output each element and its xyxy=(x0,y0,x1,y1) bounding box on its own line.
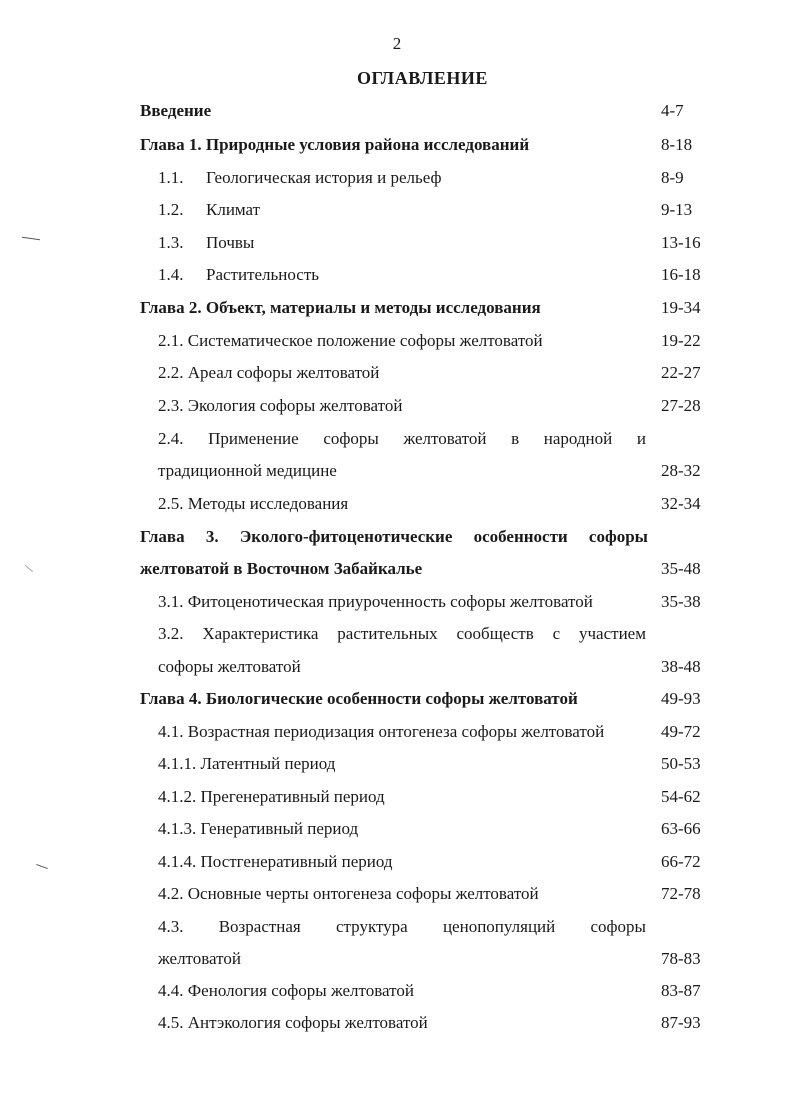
word: желтоватой xyxy=(403,429,487,448)
entry-text: 2.2. Ареал софоры желтоватой xyxy=(158,363,380,382)
entry-text: 4.2. Основные черты онтогенеза софоры желтоватой xyxy=(158,884,539,903)
entry-pages: 16-18 xyxy=(661,265,701,284)
entry-text: 3.1. Фитоценотическая приуроченность софоры желтоватой xyxy=(158,592,593,611)
scan-mark xyxy=(22,237,40,240)
entry-pages: 19-22 xyxy=(661,331,701,350)
entry-text: софоры желтоватой xyxy=(158,657,301,676)
justified-line xyxy=(158,428,646,450)
entry-number: 1.3. xyxy=(158,233,184,252)
word: софоры xyxy=(588,527,648,546)
entry-number: 1.2. xyxy=(158,200,184,219)
word: 2.4. xyxy=(158,429,184,448)
word: сообществ xyxy=(456,624,534,643)
entry-text: Введение xyxy=(140,101,212,120)
word: 3.2. xyxy=(158,624,184,643)
word: и xyxy=(636,429,646,448)
entry-text: 2.3. Экология софоры желтоватой xyxy=(158,396,403,415)
entry-pages: 83-87 xyxy=(661,981,701,1000)
entry-pages: 66-72 xyxy=(661,852,701,871)
word: в xyxy=(511,429,520,448)
entry-text: 4.5. Антэкология софоры желтоватой xyxy=(158,1013,428,1032)
page-number: 2 xyxy=(392,34,402,53)
entry-pages: 35-38 xyxy=(661,592,701,611)
entry-pages: 28-32 xyxy=(661,461,701,480)
entry-pages: 8-9 xyxy=(661,168,684,187)
entry-text: Почвы xyxy=(206,233,255,252)
entry-pages: 50-53 xyxy=(661,754,701,773)
entry-pages: 9-13 xyxy=(661,200,693,219)
word: софоры xyxy=(590,917,646,936)
entry-pages: 49-72 xyxy=(661,722,701,741)
entry-pages: 8-18 xyxy=(661,135,693,154)
entry-text: 4.4. Фенология софоры желтоватой xyxy=(158,981,414,1000)
entry-pages: 78-83 xyxy=(661,949,701,968)
entry-text: Глава 1. Природные условия района исследований xyxy=(140,135,530,154)
scan-mark xyxy=(25,565,33,572)
entry-pages: 38-48 xyxy=(661,657,701,676)
entry-text: традиционной медицине xyxy=(158,461,337,480)
entry-text: 4.1.4. Постгенеративный период xyxy=(158,852,393,871)
entry-text: Геологическая история и рельеф xyxy=(206,168,442,187)
entry-pages: 22-27 xyxy=(661,363,701,382)
word: растительных xyxy=(337,624,438,643)
word: Возрастная xyxy=(218,917,301,936)
entry-text: 4.1.2. Прегенеративный период xyxy=(158,787,385,806)
entry-pages: 72-78 xyxy=(661,884,701,903)
word: 4.3. xyxy=(158,917,184,936)
entry-number: 1.4. xyxy=(158,265,184,284)
word: структура xyxy=(335,917,408,936)
entry-pages: 27-28 xyxy=(661,396,701,415)
entry-pages: 63-66 xyxy=(661,819,701,838)
word: участием xyxy=(579,624,646,643)
scan-mark xyxy=(36,864,48,869)
entry-pages: 54-62 xyxy=(661,787,701,806)
entry-text: желтоватой в Восточном Забайкалье xyxy=(140,559,423,578)
entry-text: 2.1. Систематическое положение софоры желтоватой xyxy=(158,331,543,350)
entry-pages: 87-93 xyxy=(661,1013,701,1032)
word: Глава xyxy=(140,527,185,546)
entry-pages: 13-16 xyxy=(661,233,701,252)
entry-text: 4.1.1. Латентный период xyxy=(158,754,336,773)
word: с xyxy=(552,624,561,643)
entry-pages: 35-48 xyxy=(661,559,701,578)
entry-text: Растительность xyxy=(206,265,320,284)
entry-pages: 4-7 xyxy=(661,101,684,120)
entry-text: желтоватой xyxy=(158,949,241,968)
justified-line xyxy=(158,916,646,938)
word: софоры xyxy=(323,429,379,448)
word: 3. xyxy=(205,527,219,546)
entry-text: Глава 2. Объект, материалы и методы исследования xyxy=(140,298,541,317)
entry-pages: 19-34 xyxy=(661,298,701,317)
word: Применение xyxy=(208,429,299,448)
entry-number: 1.1. xyxy=(158,168,184,187)
entry-text: 2.5. Методы исследования xyxy=(158,494,349,513)
justified-line xyxy=(140,526,648,548)
toc-title: ОГЛАВЛЕНИЕ xyxy=(357,68,488,88)
word: особенности xyxy=(473,527,568,546)
entry-pages: 49-93 xyxy=(661,689,701,708)
entry-pages: 32-34 xyxy=(661,494,701,513)
word: Эколого-фитоценотические xyxy=(239,527,453,546)
justified-line xyxy=(158,623,646,645)
word: народной xyxy=(543,429,613,448)
word: Характеристика xyxy=(202,624,319,643)
entry-text: Климат xyxy=(206,200,261,219)
entry-text: 4.1. Возрастная периодизация онтогенеза софоры желтоватой xyxy=(158,722,605,741)
entry-text: 4.1.3. Генеративный период xyxy=(158,819,359,838)
word: ценопопуляций xyxy=(442,917,556,936)
entry-text: Глава 4. Биологические особенности софоры желтоватой xyxy=(140,689,578,708)
